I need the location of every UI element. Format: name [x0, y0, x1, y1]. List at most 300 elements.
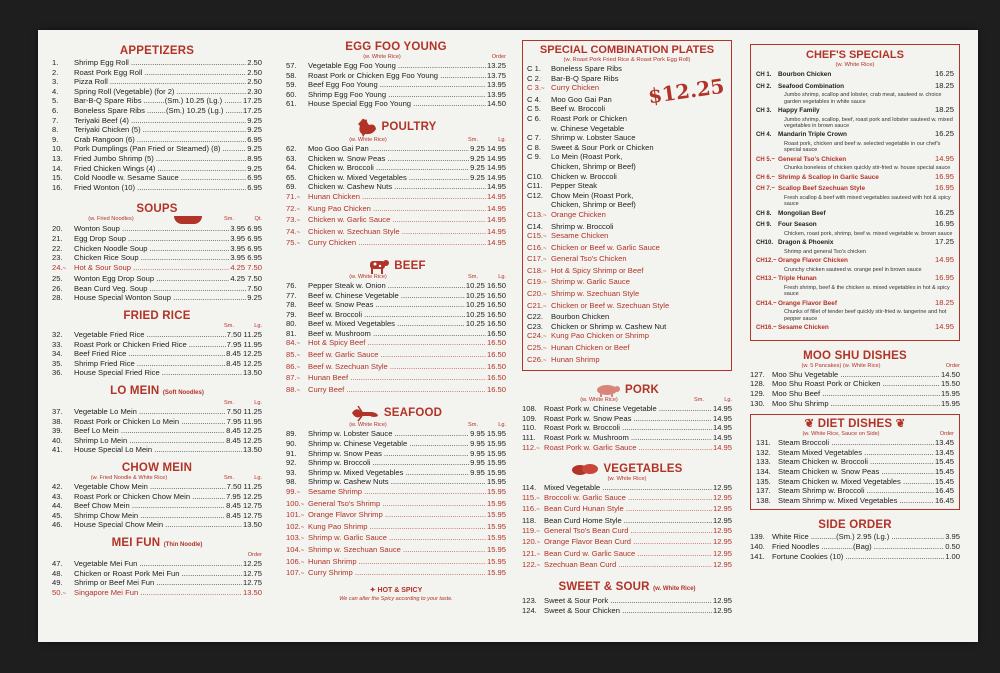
item-price: 0.50 — [945, 541, 960, 551]
item-price: 10.25 16.50 — [465, 319, 506, 329]
menu-item — [286, 163, 506, 173]
menu-item — [522, 504, 732, 516]
item-name: Orange Flavor Beef — [778, 299, 837, 307]
item-number: 132. — [756, 447, 771, 457]
vegetables-list — [522, 483, 732, 572]
item-number: 119. ~ — [522, 526, 544, 538]
item-number: CH 5. ~ — [756, 156, 778, 166]
item-number: 103. ~ — [286, 533, 308, 545]
diet-note: (w. White Rice, Sauce on Side) — [802, 431, 880, 438]
menu-item — [52, 349, 262, 359]
menu-item — [750, 542, 960, 552]
item-price: 14.95 — [934, 255, 954, 265]
chow-mein-list — [52, 482, 262, 530]
item-number: 81. — [286, 328, 297, 338]
menu-item — [52, 445, 262, 455]
item-name: House Special Fried Rice ..... — [74, 368, 242, 378]
item-number: 72. ~ — [286, 204, 308, 216]
item-number: 13. — [52, 153, 63, 163]
item-name: Chicken or Shrimp w. Cashew Nut — [551, 321, 667, 331]
item-price: 12.95 — [712, 548, 732, 558]
menu-item — [286, 154, 506, 164]
menu-item — [52, 244, 262, 254]
item-price: 18.25 — [934, 80, 954, 90]
item-name: Hot & Spicy Shrimp or Beef — [551, 265, 644, 275]
lobster-icon — [350, 404, 380, 422]
item-number: 2. — [52, 67, 59, 77]
item-price: 14.95 — [712, 404, 732, 414]
item-number: 32. — [52, 330, 63, 340]
menu-item — [286, 510, 506, 522]
beef-header-lg: Lg. — [498, 273, 506, 280]
item-price: 17.25 — [242, 96, 262, 106]
item-number: 130. — [750, 398, 765, 408]
item-price: 15.95 — [486, 510, 506, 520]
menu-item — [756, 255, 954, 267]
item-number: 60. — [286, 89, 297, 99]
item-number: 86. ~ — [286, 362, 308, 374]
chefs-specials-note: (w. White Rice) — [835, 62, 875, 68]
menu-item — [52, 569, 262, 579]
item-price: 7.50 11.25 — [226, 407, 262, 417]
item-name: Bean Curd Veg. Soup ..... — [74, 284, 246, 294]
menu-item — [756, 486, 954, 496]
item-number: C 8. — [527, 142, 541, 152]
item-name: Shrimp w. Garlic Sauce ..... — [308, 533, 486, 543]
menu-item — [286, 215, 506, 227]
item-number: 100. ~ — [286, 499, 308, 511]
item-price: 9.25 14.95 — [470, 163, 506, 173]
item-price: 16.95 — [934, 273, 954, 283]
item-number: 8. — [52, 125, 59, 135]
item-number: C16. ~ — [527, 243, 551, 255]
menu-item — [52, 284, 262, 294]
menu-item — [286, 338, 506, 350]
item-price: 7.50 11.25 — [226, 330, 262, 340]
item-name: Orange Flavor Chicken — [778, 257, 848, 265]
beef-title — [286, 258, 506, 274]
combination-note: (w. Roast Pork Fried Rice & Roast Pork Egg Roll) — [563, 57, 691, 63]
egg-foo-young-header — [286, 54, 506, 61]
chow-mein-header — [52, 475, 262, 482]
menu-item — [527, 343, 727, 355]
item-name: Steam Chicken w. Mixed Vegetables ..... — [778, 477, 934, 487]
item-number: 140. — [750, 541, 765, 551]
soups-title-text: SOUPS — [136, 203, 178, 216]
menu-item — [286, 71, 506, 81]
menu-item — [286, 291, 506, 301]
menu-item — [756, 81, 954, 93]
hot-spicy-text: HOT & SPICY — [377, 586, 423, 594]
menu-item — [527, 312, 727, 322]
item-name: Roast Pork w. Garlic Sauce ..... — [544, 443, 712, 453]
menu-item — [286, 522, 506, 534]
item-number: 112. ~ — [522, 443, 544, 455]
item-price: 3.95 6.95 — [230, 243, 262, 253]
item-number: 39. — [52, 426, 63, 436]
item-name: Bar-B-Q Spare Ribs — [551, 73, 619, 83]
soup-bowl-icon — [174, 216, 202, 224]
item-price: 14.50 — [486, 99, 506, 109]
item-price: 9.95 15.95 — [470, 448, 506, 458]
sweet-sour-note: (w. White Rice) — [653, 586, 696, 592]
item-number: CH 6. ~ — [756, 174, 778, 184]
cow-icon — [366, 258, 390, 274]
menu-item — [52, 417, 262, 427]
item-name: Roast Pork or Chicken Chow Mein ..... — [74, 492, 225, 502]
lo-mein-title — [52, 384, 262, 400]
menu-item — [756, 467, 954, 477]
item-number: 64. — [286, 163, 297, 173]
soups-header-qt: Qt. — [254, 216, 262, 223]
item-number: 50. ~ — [52, 588, 74, 600]
item-name: Kung Pao Chicken ..... — [308, 204, 486, 214]
item-name: Sesame Chicken — [551, 231, 609, 241]
item-number: 24. ~ — [52, 263, 74, 275]
menu-item — [756, 183, 954, 195]
item-price: 6.95 — [247, 134, 262, 144]
menu-item — [52, 77, 262, 87]
item-number: C18. ~ — [527, 266, 551, 278]
item-number: 77. — [286, 290, 297, 300]
item-name: Roast Pork Egg Roll ..... — [74, 68, 246, 78]
menu-item — [522, 404, 732, 414]
item-number: 61. — [286, 99, 297, 109]
menu-item — [286, 227, 506, 239]
moo-shu-header-order: Order — [945, 362, 960, 369]
item-number: 120. ~ — [522, 537, 544, 549]
fried-rice-header-lg: Lg. — [254, 323, 262, 330]
soups-note: (w. Fried Noodles) — [88, 216, 134, 223]
menu-item — [527, 231, 727, 243]
menu-item — [52, 164, 262, 174]
item-number: 34. — [52, 349, 63, 359]
item-number: C 2. — [527, 73, 541, 83]
menu-item — [756, 273, 954, 285]
item-name: Curry Chicken ..... — [308, 238, 486, 248]
chow-mein-title: CHOW MEIN — [121, 462, 193, 474]
dancer-icon-right: ❦ — [895, 418, 906, 431]
item-name: Chicken w. Broccoli — [551, 171, 617, 181]
item-name: Shrimp w. Szechuan Style — [551, 289, 640, 299]
menu-item — [52, 578, 262, 588]
item-price: 12.75 — [242, 568, 262, 578]
item-name: Seafood Combination — [778, 82, 845, 90]
item-price: 15.95 — [940, 389, 960, 398]
item-number: 10. — [52, 144, 63, 154]
menu-item — [527, 266, 727, 278]
item-number: 128. — [750, 379, 765, 389]
menu-item — [756, 448, 954, 458]
item-name: Vegetable Lo Mein ..... — [74, 407, 226, 417]
menu-item — [522, 483, 732, 493]
item-number: 78. — [286, 300, 297, 310]
menu-item — [52, 144, 262, 154]
menu-item — [286, 99, 506, 109]
menu-item — [52, 426, 262, 436]
item-name: Kung Pao Chicken or Shrimp — [551, 331, 649, 341]
menu-item — [286, 449, 506, 459]
item-name: House Special Wonton Soup ..... — [74, 293, 246, 303]
item-name: Chicken or Roast Pork Mei Fun ..... — [74, 569, 242, 579]
item-name: Moo Shu Vegetable ..... — [772, 370, 940, 380]
menu-item — [286, 281, 506, 291]
combination-price: $12.25 — [647, 73, 727, 109]
item-price: 16.45 — [934, 486, 954, 496]
item-name: House Special Egg Foo Young ..... — [308, 99, 486, 109]
beef-note: (w. White Rice) — [349, 273, 387, 280]
menu-item — [52, 87, 262, 97]
soups-title — [52, 202, 262, 216]
item-number: 137. — [756, 486, 771, 496]
item-name: Beef w. Garlic Sauce ..... — [308, 350, 486, 360]
menu-item — [756, 154, 954, 166]
item-number: 123. — [522, 596, 537, 605]
item-description: Shrimp and general Tso's chicken — [784, 249, 866, 255]
item-number: 139. — [750, 532, 765, 542]
menu-item — [52, 183, 262, 193]
item-name: Shrimp Chow Mein ..... — [74, 511, 225, 521]
item-name: Shrimp Egg Foo Young ..... — [308, 90, 486, 100]
item-name: Chicken w. Mixed Vegetables ..... — [308, 173, 469, 183]
item-price: 15.95 — [940, 398, 960, 408]
item-number: 102. ~ — [286, 522, 308, 534]
item-number: 73. ~ — [286, 215, 308, 227]
menu-item — [52, 588, 262, 600]
diet-dishes-box — [750, 414, 960, 510]
item-number: 135. — [756, 476, 771, 486]
item-name: White Rice ............(Sm.) 2.95 (Lg.) ..... — [772, 532, 944, 542]
item-price: 7.50 11.25 — [226, 482, 262, 491]
menu-item — [52, 263, 262, 275]
item-name: Vegetable Mei Fun ..... — [74, 559, 242, 569]
menu-item — [527, 152, 727, 162]
diet-header-order: Order — [939, 431, 954, 438]
item-number: 88. ~ — [286, 385, 308, 397]
item-number: 44. — [52, 501, 63, 511]
menu-item — [750, 370, 960, 380]
item-number: C24. ~ — [527, 331, 551, 343]
item-price: 12.95 — [712, 596, 732, 605]
moo-shu-title: MOO SHU DISHES — [803, 349, 907, 362]
menu-item — [527, 114, 727, 124]
menu-item — [522, 606, 732, 616]
item-name: Shrimp Fried Rice ..... — [74, 359, 225, 369]
item-number: 93. — [286, 467, 297, 477]
item-name: Chicken or Beef w. Szechuan Style — [551, 300, 670, 310]
item-price: 15.45 — [934, 476, 954, 486]
item-name: Chicken Rice Soup ..... — [74, 253, 229, 263]
item-name: Steam Chicken w. Snow Peas ..... — [778, 467, 934, 477]
menu-item — [756, 237, 954, 249]
item-name: Beef Egg Foo Young ..... — [308, 80, 486, 90]
seafood-header-sm: Sm. — [468, 422, 478, 429]
item-price: 9.25 — [247, 293, 262, 303]
item-name: Chow Mein (Roast Pork, — [551, 190, 634, 200]
menu-item — [527, 355, 727, 367]
hot-spicy-label — [286, 586, 506, 596]
item-name: Steam Mixed Vegetables ..... — [778, 448, 934, 458]
item-name: Orange Chicken — [551, 209, 606, 219]
item-number: C13. ~ — [527, 210, 551, 222]
mei-fun-note: (Thin Noodle) — [163, 541, 203, 548]
seafood-title — [286, 404, 506, 422]
item-description: Roast pork, chicken and beef w. selected vegetable in our chef's special sauce — [784, 141, 941, 154]
item-price: 8.45 12.25 — [226, 426, 262, 436]
item-price: 12.95 — [712, 483, 732, 493]
pepper-icon: ✦ — [369, 586, 376, 594]
item-description: Chicken, roast pork, shrimp, beef w. mixed vegetable w. brown sauce — [784, 231, 953, 237]
item-price: 13.45 — [934, 447, 954, 457]
item-name: Fried Noodles ...............(Bag) ..... — [772, 542, 944, 552]
item-number: C25. ~ — [527, 343, 551, 355]
item-name: Fried Wonton (10) ..... — [74, 183, 246, 193]
item-number: C17. ~ — [527, 254, 551, 266]
item-price: 9.95 15.95 — [470, 458, 506, 468]
item-price: 16.95 — [934, 183, 954, 193]
item-number: 84. ~ — [286, 338, 308, 350]
item-number: 129. — [750, 389, 765, 398]
menu-item — [52, 359, 262, 369]
item-number: CH14. ~ — [756, 300, 778, 310]
side-order-title: SIDE ORDER — [818, 519, 892, 532]
item-name: Hot & Sour Soup ..... — [74, 263, 229, 273]
item-price: 16.50 — [486, 361, 506, 371]
item-number: 122. ~ — [522, 560, 544, 572]
item-name: Sweet & Sour Pork or Chicken — [551, 142, 654, 152]
item-name: Bourbon Chicken — [551, 312, 610, 322]
menu-item — [286, 144, 506, 154]
item-price: 15.95 — [486, 521, 506, 531]
item-name: Bar-B-Q Spare Ribs ..........(Sm.) 10.25 (Lg.) ..... — [74, 96, 242, 106]
menu-item — [52, 58, 262, 68]
item-name: Shrimp & Scallop in Garlic Sauce — [778, 173, 879, 181]
chow-mein-note: (w. Fried Noodle & White Rice) — [90, 475, 168, 481]
item-price: 12.95 — [712, 492, 732, 502]
menu-item — [286, 61, 506, 71]
menu-item — [286, 458, 506, 468]
fried-rice-list — [52, 330, 262, 378]
item-price: 16.50 — [486, 328, 506, 338]
item-description: Fresh shrimp, beef & the chicken w. mixed vegetables in hot & spicy sauce — [784, 285, 950, 298]
item-price: 13.50 — [242, 445, 262, 455]
item-price: 9.95 15.95 — [470, 429, 506, 439]
diet-list — [756, 438, 954, 505]
diet-title-text: DIET DISHES — [817, 418, 893, 431]
item-number: 90. — [286, 439, 297, 449]
item-price: 13.45 — [934, 438, 954, 448]
item-number: 14. — [52, 163, 63, 173]
item-number: C 3. ~ — [527, 83, 551, 95]
item-name: Shrimp w. Lobster Sauce ..... — [308, 429, 469, 439]
item-name: Roast Pork w. Mushroom ..... — [544, 433, 712, 443]
item-number: 85. ~ — [286, 350, 308, 362]
item-name: Cold Noodle w. Sesame Sauce ..... — [74, 173, 246, 183]
item-name: Shrimp w. Snow Peas ..... — [308, 449, 469, 459]
menu-item — [756, 69, 954, 81]
item-number: C19. ~ — [527, 277, 551, 289]
item-number: 59. — [286, 80, 297, 90]
item-number: 40. — [52, 435, 63, 445]
item-description: Jumbo shrimp, scallop and lobster, crab meat, sauteed w. choice garden vegetables in white sauce — [784, 92, 942, 105]
item-name: Lo Mein (Roast Pork, — [551, 152, 623, 162]
seafood-header — [286, 422, 506, 429]
item-name: Curry Shrimp ..... — [308, 568, 486, 578]
menu-item — [527, 162, 727, 172]
beef-header — [286, 274, 506, 281]
item-name: Broccoli w. Garlic Sauce ..... — [544, 493, 712, 503]
item-number: CH16. ~ — [756, 324, 778, 334]
combination-title: SPECIAL COMBINATION PLATES — [539, 44, 715, 56]
item-name: Pepper Steak — [551, 181, 598, 191]
item-price: 13.95 — [486, 89, 506, 99]
item-price: 9.25 — [247, 144, 262, 154]
menu-item — [52, 482, 262, 492]
item-name: Moo Shu Beef ..... — [772, 389, 940, 399]
item-price: 7.95 11.95 — [226, 416, 262, 426]
item-name: Hunan Shrimp — [551, 354, 600, 364]
item-name: Wonton Soup ..... — [74, 224, 229, 234]
pork-title — [522, 383, 732, 397]
item-price: 16.50 — [486, 384, 506, 394]
item-price: 14.95 — [486, 191, 506, 201]
item-name: Roast Pork or Chicken Egg Foo Young ..... — [308, 71, 486, 81]
item-price: 8.45 12.25 — [226, 349, 262, 359]
item-number: 109. — [522, 413, 537, 423]
item-number: 111. — [522, 433, 536, 443]
item-name: Four Season — [778, 221, 817, 229]
item-price: 8.45 12.75 — [226, 501, 262, 511]
item-number: 104. ~ — [286, 545, 308, 557]
item-number: C 4. — [527, 94, 541, 104]
item-number: 36. — [52, 368, 63, 378]
item-name: Beef w. Snow Peas ..... — [308, 300, 465, 310]
item-name: Hunan Beef ..... — [308, 373, 486, 383]
item-number: 33. — [52, 339, 63, 349]
item-price: 12.95 — [712, 504, 732, 514]
item-price: 14.95 — [934, 322, 954, 332]
menu-item — [527, 289, 727, 301]
item-price: 14.95 — [712, 413, 732, 423]
item-price: 14.95 — [712, 433, 732, 443]
side-order-list — [750, 532, 960, 561]
item-price: 2.30 — [247, 86, 262, 96]
item-name: Shrimp w. Chinese Vegetable ..... — [308, 439, 469, 449]
item-name: Shrimp w. Szechuan Sauce ..... — [308, 545, 486, 555]
menu-item — [286, 300, 506, 310]
item-number: 3. — [52, 77, 59, 87]
menu-paper — [38, 30, 978, 642]
item-name: Steam Shrimp w. Broccoli ..... — [778, 486, 934, 496]
poultry-note: (w. White Rice) — [349, 136, 387, 143]
menu-item — [756, 477, 954, 487]
item-number: C 5. — [527, 104, 541, 114]
moo-shu-list — [750, 370, 960, 408]
item-name: Chicken w. Szechuan Style ..... — [308, 227, 486, 237]
item-name: Hunan Chicken ..... — [308, 192, 486, 202]
chefs-specials-title: CHEF'S SPECIALS — [806, 49, 904, 61]
item-price: 15.95 — [486, 544, 506, 554]
item-price: 10.25 16.50 — [465, 309, 506, 319]
menu-item — [286, 468, 506, 478]
pork-title-text: PORK — [624, 384, 660, 397]
appetizers-list — [52, 58, 262, 192]
item-name: Chicken Noodle Soup ..... — [74, 244, 229, 254]
menu-item — [286, 80, 506, 90]
poultry-list — [286, 144, 506, 250]
item-price: 9.25 14.95 — [470, 172, 506, 182]
menu-item — [52, 340, 262, 350]
